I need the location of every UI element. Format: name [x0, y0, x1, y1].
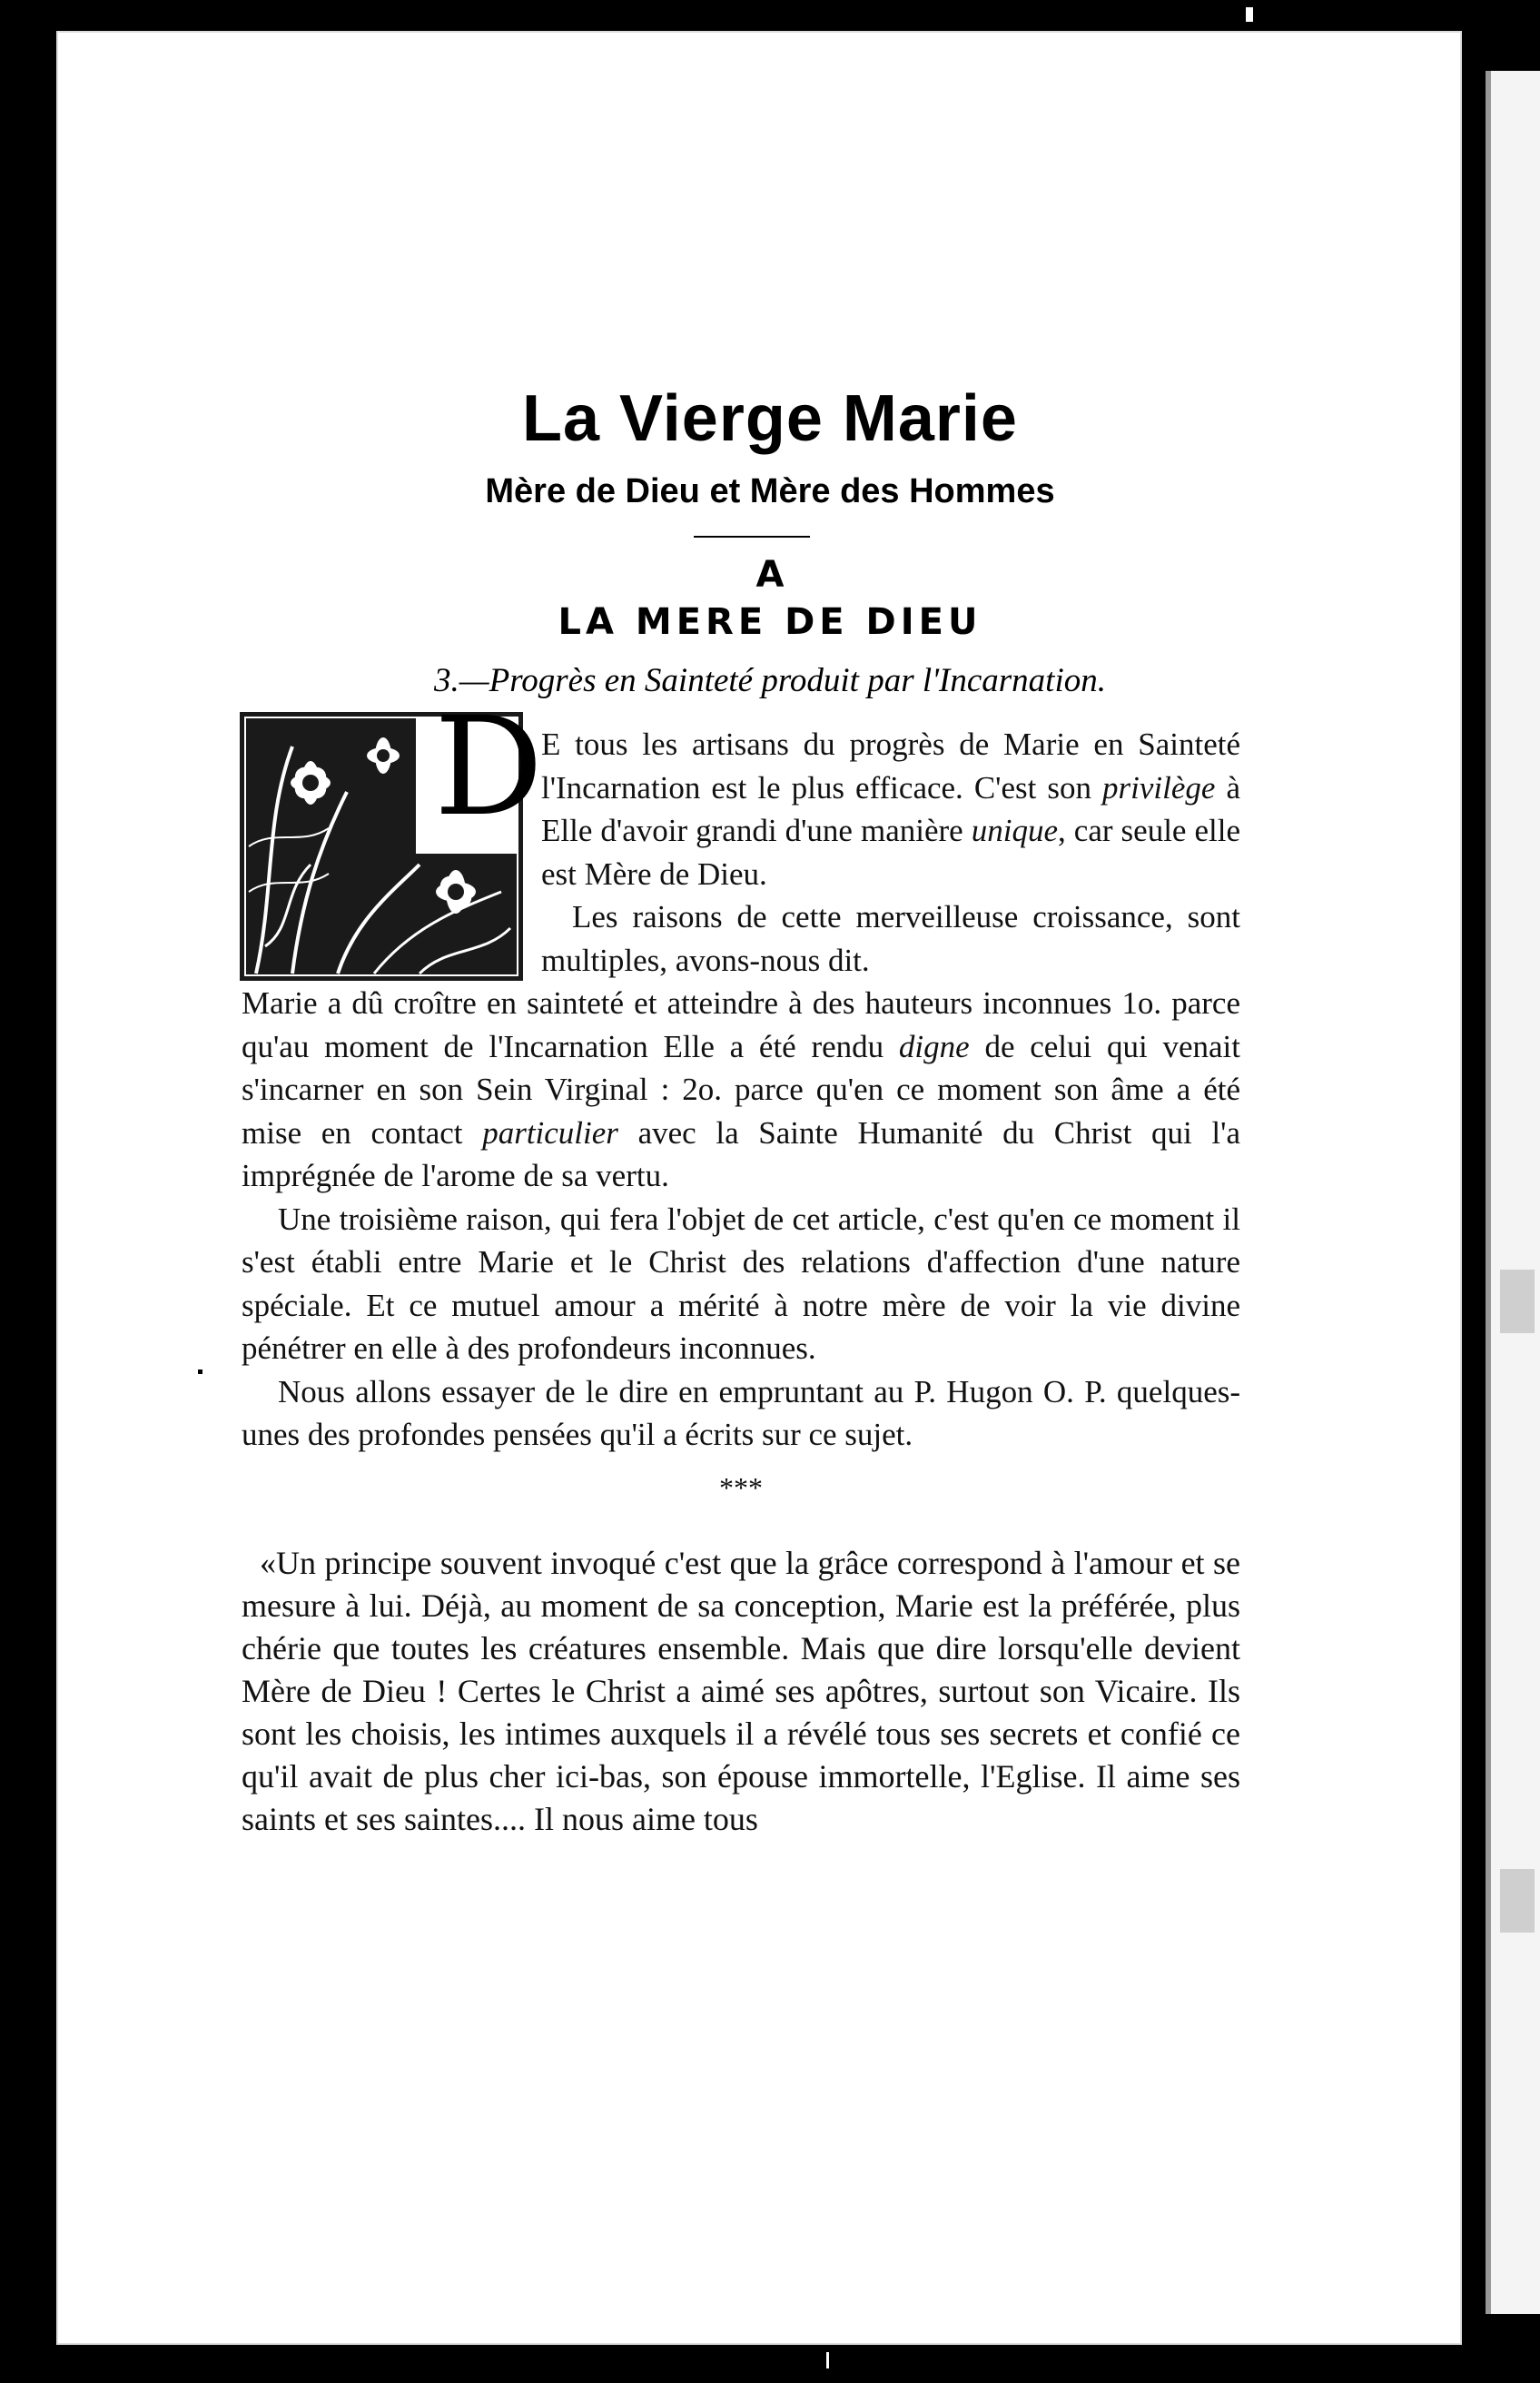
page-subtitle: Mère de Dieu et Mère des Hommes — [485, 472, 1055, 510]
title-divider — [694, 536, 810, 538]
adjacent-page-mark — [1500, 1270, 1535, 1333]
paragraph-3: Une troisième raison, qui fera l'objet de cet article, c'est qu'en ce moment il s'est établi entre Marie et le Christ des relations d'affection d'une nature spéciale. Et ce mutuel amour a mérité à notre mère de voir la vie divine pénétrer en elle à des profondeurs inconnues. — [242, 1201, 1240, 1366]
quote-paragraph: «Un principe souvent invoqué c'est que la grâce correspond à l'amour et se mesure à lui. Déjà, au moment de sa conception, Marie est la préférée, plus chérie que toutes les créatures ensemble. Mais que dire lorsqu'elle devient Mère de Dieu ! Certes le Christ a aimé ses apôtres, surtout son Vicaire. Ils sont les choisis, les intimes auxquels il a révélé tous ses secrets et confié ce qu'il avait de plus cher ici-bas, son épouse immortelle, l'Eglise. Il aime ses saints et ses saintes.... Il nous aime tous — [242, 1544, 1240, 1837]
section-letter: A — [755, 554, 785, 596]
asterism: *** — [719, 1470, 763, 1504]
article-body — [242, 723, 1240, 1841]
paragraph-4: Nous allons essayer de le dire en empruntant au P. Hugon O. P. quelques-unes des profondes pensées qu'il a écrits sur ce sujet. — [242, 1373, 1240, 1452]
section-subtitle: 3.—Progrès en Sainteté produit par l'Incarnation. — [434, 662, 1106, 699]
scan-speck — [1246, 7, 1253, 22]
paragraph-1: E tous les artisans du progrès de Marie en Sainteté l'Incarnation est le plus efficace. C'est son privilège à Elle d'avoir grandi d'une manière unique, car seule elle est Mère de Dieu. — [541, 727, 1241, 892]
adjacent-page-mark — [1500, 1869, 1535, 1933]
scan-speck — [198, 1369, 202, 1374]
dropcap-letter: D — [434, 688, 544, 846]
scan-speck — [1217, 9, 1233, 20]
paragraph-2: Les raisons de cette merveilleuse croissance, sont multiples, avons-nous dit. Marie a dû croître en sainteté et atteindre à des hauteurs inconnues 1o. parce qu'au moment de l'Incarnation Elle a été rendu digne de celui qui venait s'incarner en son Sein Virginal : 2o. parce qu'en ce moment son âme a été mise en contact particulier avec la Sainte Humanité du Christ qui l'a imprégnée de l'arome de sa vertu. — [242, 899, 1241, 1193]
scan-speck — [826, 2352, 829, 2368]
section-title: LA MERE DE DIEU — [558, 601, 982, 643]
page-title: La Vierge Marie — [522, 382, 1018, 455]
